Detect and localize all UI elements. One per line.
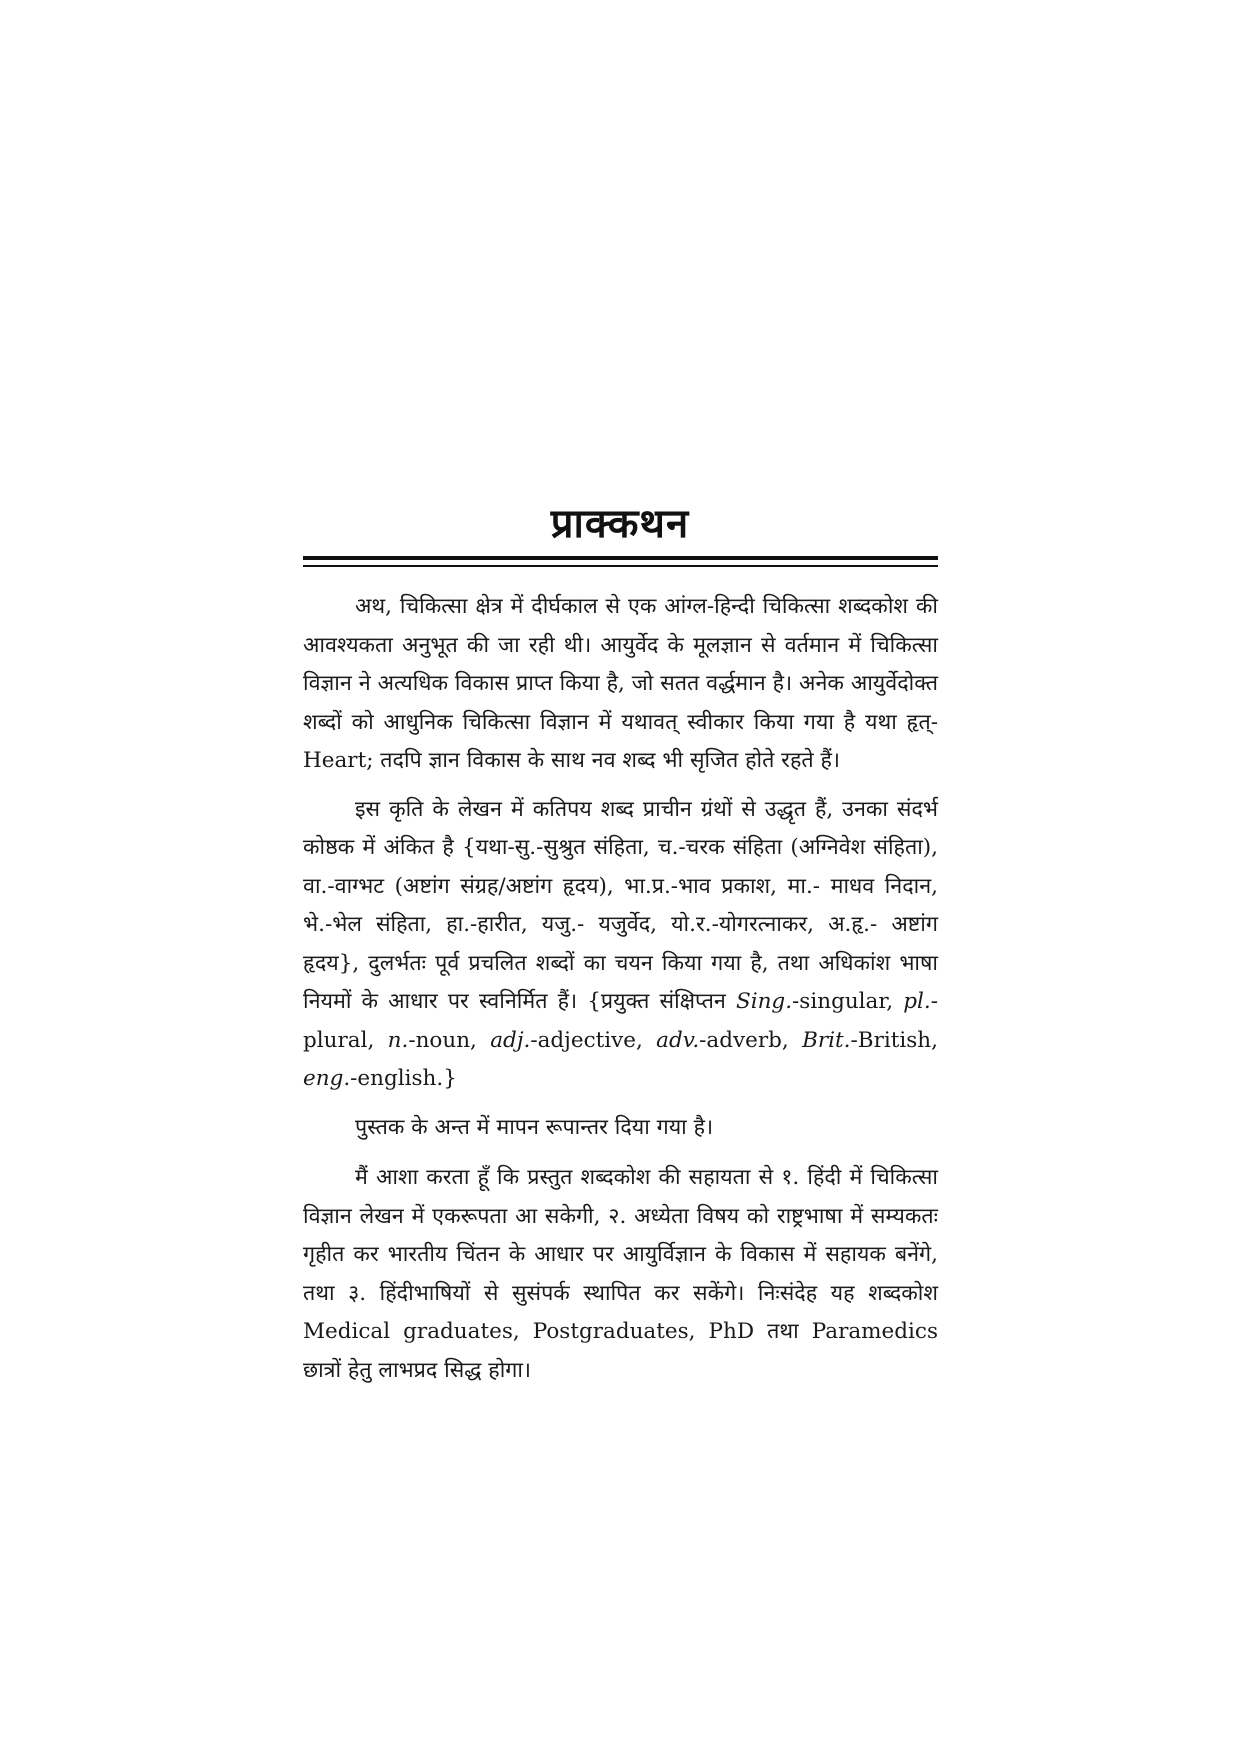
title-rule-thin xyxy=(303,565,938,567)
abbr-adv: adv. xyxy=(656,1027,700,1053)
abbr-brit: Brit. xyxy=(802,1027,851,1053)
abbr-pl: pl. xyxy=(903,989,931,1014)
abbr-eng: eng. xyxy=(303,1066,351,1091)
page-title: प्राक्कथन xyxy=(550,501,690,547)
abbr-eng-def: -english.} xyxy=(350,1066,457,1091)
paragraph-2 xyxy=(303,791,938,1099)
abbr-n: n. xyxy=(387,1027,409,1053)
abbr-sing-def: -singular, xyxy=(792,989,904,1014)
title-rule-thick xyxy=(303,556,938,560)
abbr-adj-def: -adjective, xyxy=(530,1027,657,1053)
body-text xyxy=(303,588,938,1400)
paragraph-2-text: इस कृति के लेखन में कतिपय शब्द प्राचीन ग्रंथों से उद्धृत हैं, उनका संदर्भ कोष्ठक में अंकित है {यथा-सु.-सुश्रुत संहिता, च.-चरक संहिता (अग्निवेश संहिता), वा.-वाग्भट (अष्टांग संग्रह/अष्टांग हृदय), भा.प्र.-भाव प्रकाश, मा.- माधव निदान, भे.-भेल संहिता, हा.-हारीत, यजु.- यजुर्वेद, यो.र.-योगरत्नाकर, अ.हृ.- अष्टांग हृदय}, दुलर्भतः पूर्व प्रचलित शब्दों का चयन किया गया है, तथा अधिकांश भाषा नियमों के आधार पर स्वनिर्मित हैं। {प्रयुक्त संक्षिप्तन xyxy=(303,796,938,1014)
abbr-pl-def: -plural, xyxy=(303,989,938,1053)
abbr-adv-def: -adverb, xyxy=(699,1027,803,1053)
paragraph-1: अथ, चिकित्सा क्षेत्र में दीर्घकाल से एक आंग्ल-हिन्दी चिकित्सा शब्दकोश की आवश्यकता अनुभूत की जा रही थी। आयुर्वेद के मूलज्ञान से वर्तमान में चिकित्सा विज्ञान ने अत्यधिक विकास प्राप्त किया है, जो सतत वर्द्धमान है। अनेक आयुर्वेदोक्त शब्दों को आधुनिक चिकित्सा विज्ञान में यथावत् स्वीकार किया गया है यथा हृत्- Heart; तदपि ज्ञान विकास के साथ नव शब्द भी सृजित होते रहते हैं। xyxy=(303,594,938,773)
abbr-brit-def: -British, xyxy=(850,1027,938,1053)
abbr-sing: Sing. xyxy=(735,989,793,1014)
abbr-adj: adj. xyxy=(490,1027,531,1053)
paragraph-3: पुस्तक के अन्त में मापन रूपान्तर दिया गया है। xyxy=(355,1114,714,1140)
abbr-n-def: -noun, xyxy=(408,1027,491,1053)
paragraph-4: मैं आशा करता हूँ कि प्रस्तुत शब्दकोश की सहायता से १. हिंदी में चिकित्सा विज्ञान लेखन में एकरूपता आ सकेगी, २. अध्येता विषय को राष्ट्रभाषा में सम्यकतः गृहीत कर भारतीय चिंतन के आधार पर आयुर्विज्ञान के विकास में सहायक बनेंगे, तथा ३. हिंदीभाषियों से सुसंपर्क स्थापित कर सकेंगे। निःसंदेह यह शब्दकोश Medical graduates, Postgraduates, PhD तथा Paramedics छात्रों हेतु लाभप्रद सिद्ध होगा। xyxy=(303,1165,938,1383)
